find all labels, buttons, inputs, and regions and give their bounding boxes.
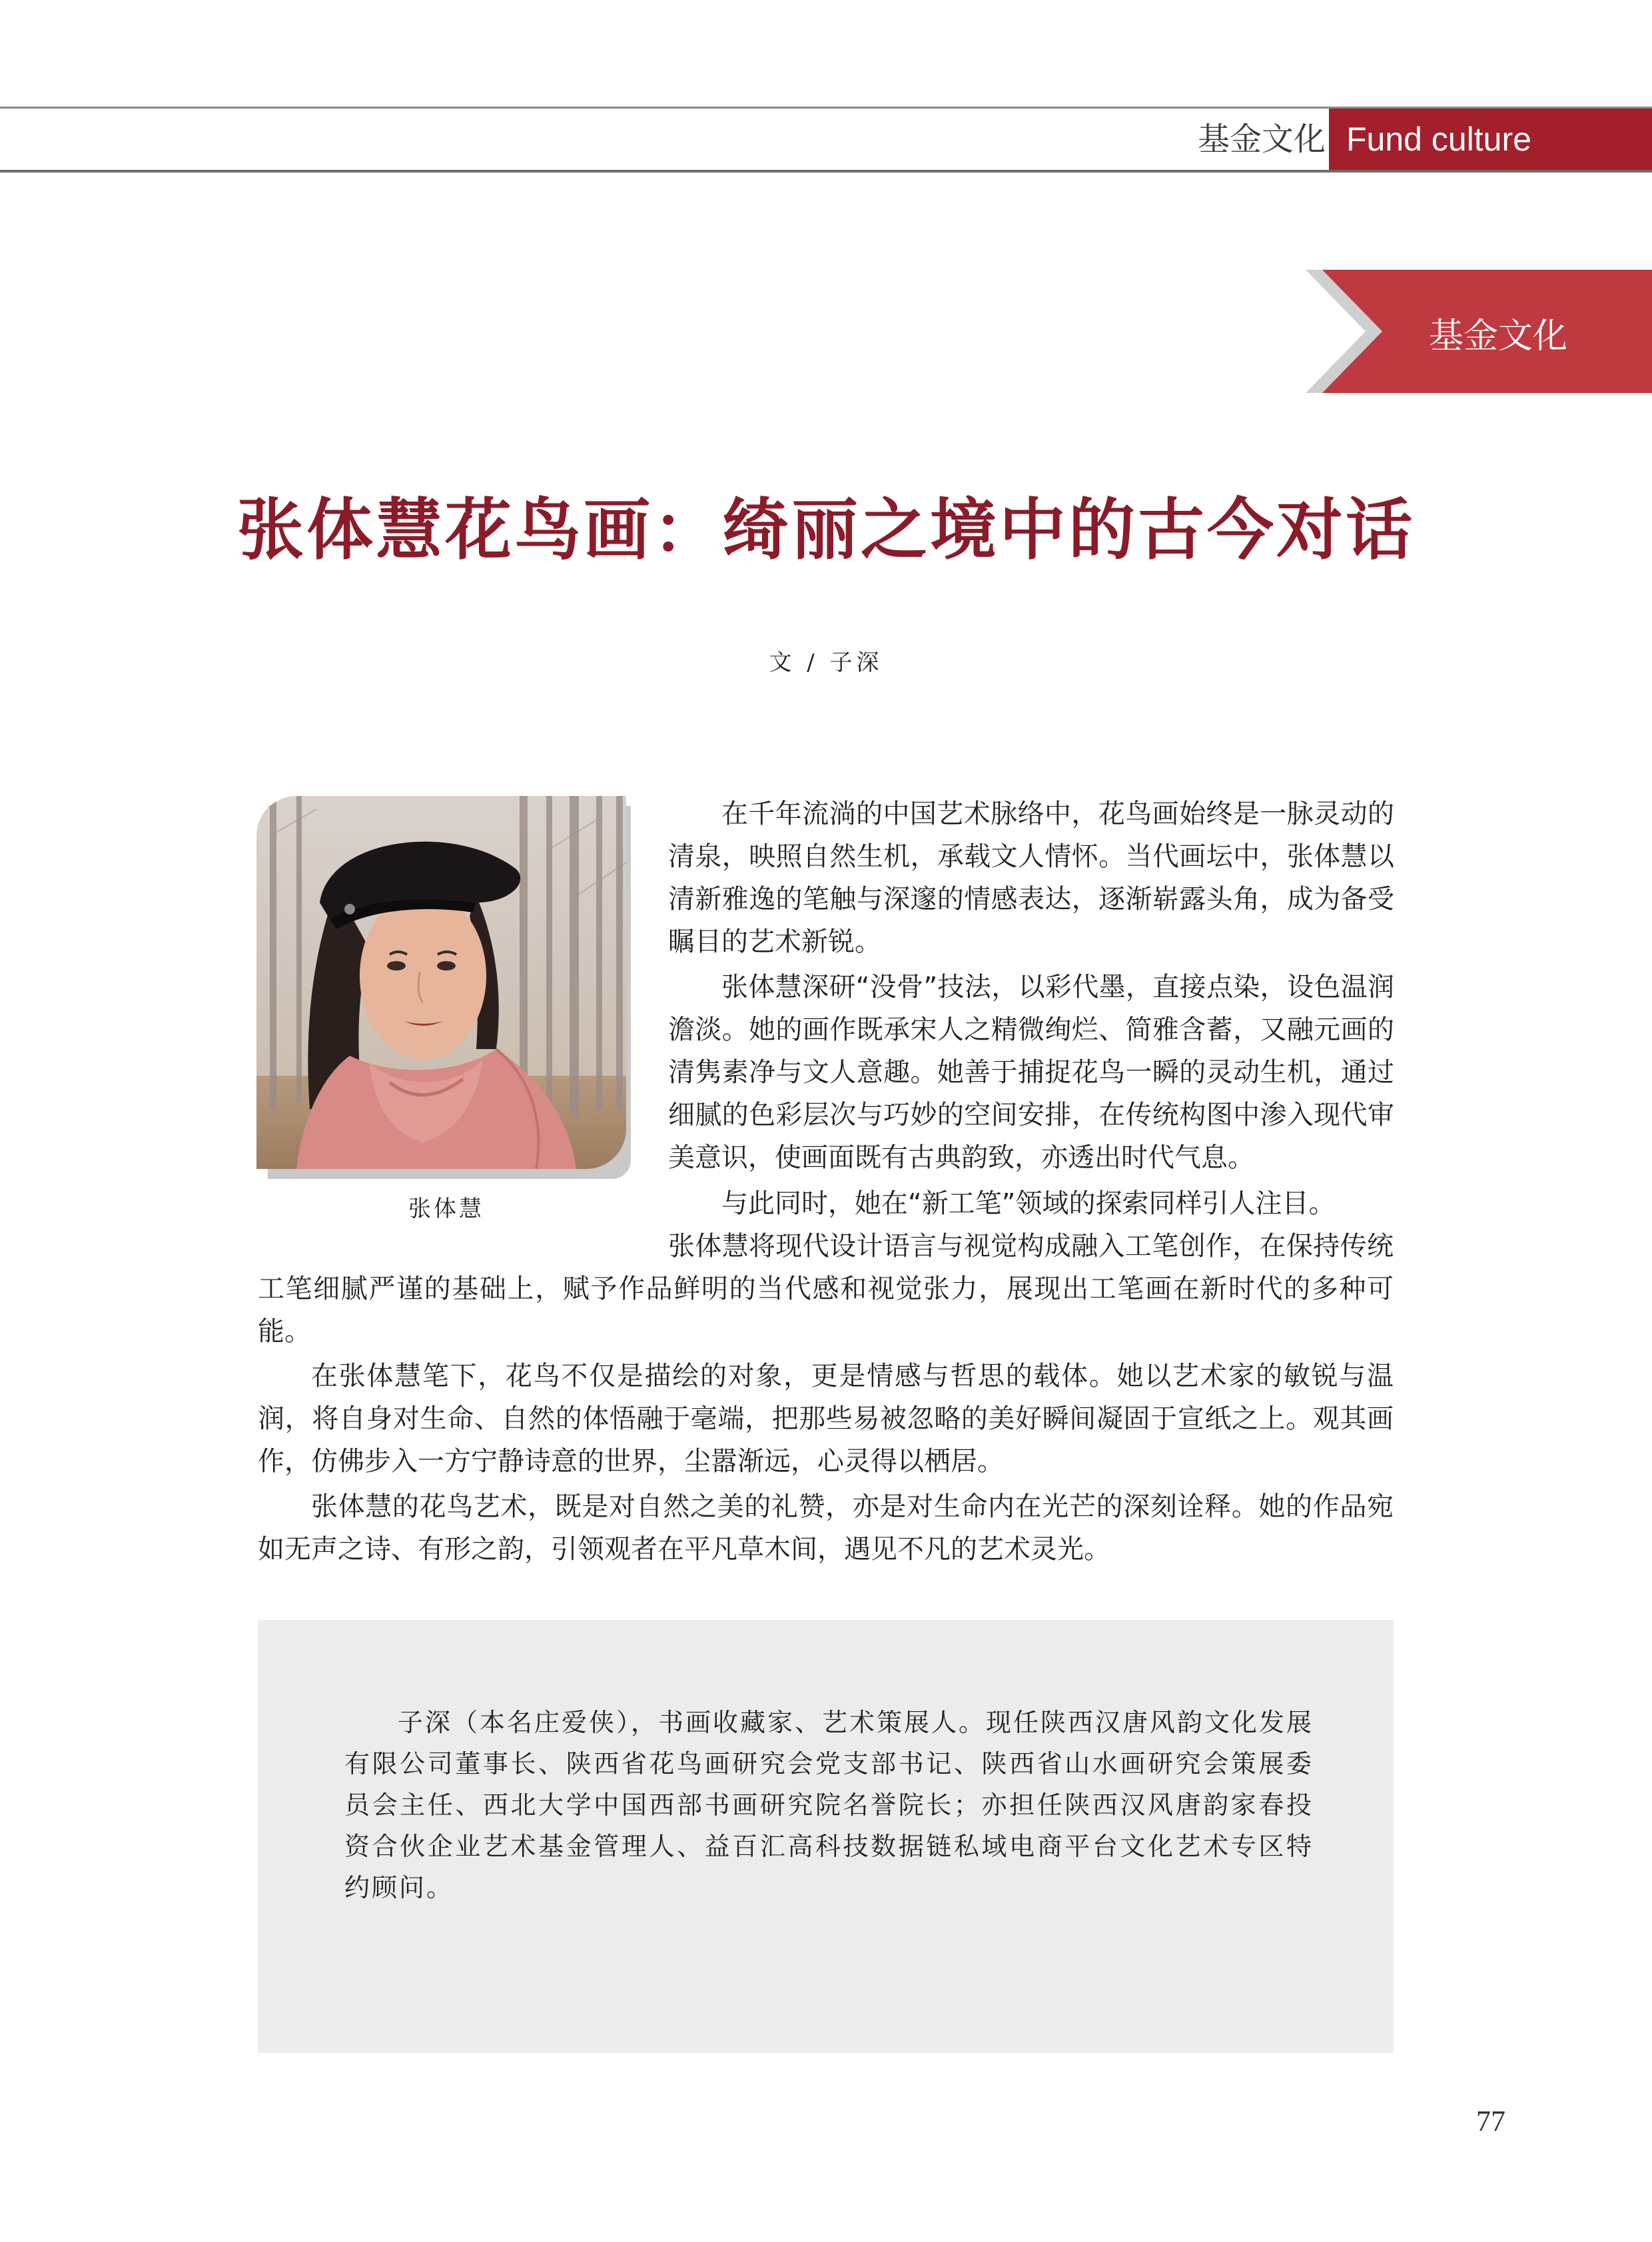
section-tab-label: 基金文化 bbox=[1429, 316, 1568, 356]
author-bio: 子深（本名庄爱侠），书画收藏家、艺术策展人。现任陕西汉唐风韵文化发展有限公司董事长、陕西省花鸟画研究会党支部书记、陕西省山水画研究会策展委员会主任、西北大学中国西部书画研究院名誉院长；亦担任陕西汉风唐韵家春投资合伙企业艺术基金管理人、益百汇高科技数据链私域电商平台文化艺术专区特约顾问。 bbox=[344, 1708, 1314, 1902]
header-section-en: Fund culture bbox=[1329, 109, 1652, 170]
paragraph-3: 与此同时，她在“新工笔”领域的探索同样引人注目。 bbox=[721, 1188, 1336, 1219]
article-title: 张体慧花鸟画：绮丽之境中的古今对话 bbox=[237, 490, 1415, 569]
paragraph-5: 在张体慧笔下，花鸟不仅是描绘的对象，更是情感与哲思的载体。她以艺术家的敏锐与温润，将自身对生命、自然的体悟融于毫端，把那些易被忽略的美好瞬间凝固于宣纸之上。观其画作，仿佛步入一方宁静诗意的世界，尘嚣渐远，心灵得以栖居。 bbox=[258, 1361, 1394, 1477]
photo-caption: 张体慧 bbox=[408, 1196, 484, 1222]
paragraph-6: 张体慧的花鸟艺术，既是对自然之美的礼赞，亦是对生命内在光芒的深刻诠释。她的作品宛如无声之诗、有形之韵，引领观者在平凡草木间，遇见不凡的艺术灵光。 bbox=[258, 1491, 1394, 1565]
page-number: 77 bbox=[1476, 2105, 1505, 2137]
portrait-photo bbox=[256, 796, 626, 1169]
paragraph-1: 在千年流淌的中国艺术脉络中，花鸟画始终是一脉灵动的清泉，映照自然生机，承载文人情怀。当代画坛中，张体慧以清新雅逸的笔触与深邃的情感表达，逐渐崭露头角，成为备受瞩目的艺术新锐。 bbox=[668, 799, 1394, 957]
header-section-cn: 基金文化 bbox=[1197, 121, 1326, 158]
article-byline: 文 / 子深 bbox=[769, 649, 883, 676]
header-bottom-rule bbox=[0, 170, 1652, 173]
portrait-illustration bbox=[256, 796, 626, 1169]
paragraph-2: 张体慧深研“没骨”技法，以彩代墨，直接点染，设色温润澹淡。她的画作既承宋人之精微绚烂、简雅含蓄，又融元画的清隽素净与文人意趣。她善于捕捉花鸟一瞬的灵动生机，通过细腻的色彩层次与巧妙的空间安排，在传统构图中渗入现代审美意识，使画面既有古典韵致，亦透出时代气息。 bbox=[668, 972, 1394, 1173]
paragraph-4: 张体慧将现代设计语言与视觉构成融入工笔创作，在保持传统工笔细腻严谨的基础上，赋予作品鲜明的当代感和视觉张力，展现出工笔画在新时代的多种可能。 bbox=[258, 1231, 1394, 1347]
